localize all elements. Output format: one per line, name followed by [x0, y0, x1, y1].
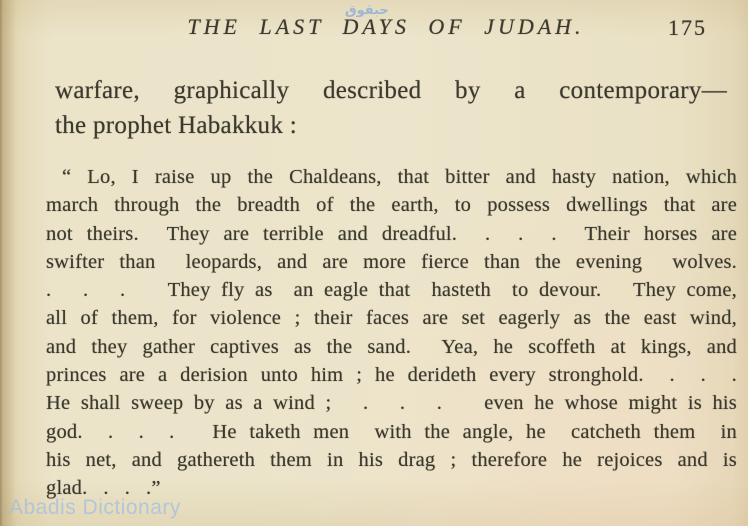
scripture-quote	[46, 163, 737, 503]
text-line: the prophet Habakkuk :	[55, 112, 297, 139]
text-line: not theirs. They are terrible and dreadful. . . . Their horses are	[46, 222, 737, 245]
text-line: “ Lo, I raise up the Chaldeans, that bitter and hasty nation, which	[62, 166, 737, 188]
watermark-top: حبقوق	[345, 3, 389, 18]
text-line: warfare, graphically described by a contemporary—	[55, 77, 727, 104]
text-line: glad. . . .”	[46, 477, 161, 500]
text-line: princes are a derision unto him ; he derideth every stronghold. . . .	[46, 364, 737, 387]
text-line: his net, and gathereth them in his drag ; therefore he rejoices and is	[46, 448, 737, 471]
page-header	[46, 14, 738, 44]
text-line: swifter than leopards, and are more fierce than the evening wolves.	[46, 250, 737, 273]
text-line: god. . . . He taketh men with the angle, he catcheth them in	[46, 420, 737, 443]
page-number: 175	[668, 15, 707, 40]
text-line: He shall sweep by as a wind ; . . . even he whose might is his	[46, 392, 737, 415]
intro-paragraph	[55, 73, 727, 143]
text-line: all of them, for violence ; their faces are set eagerly as the east wind,	[46, 307, 737, 330]
text-line: march through the breadth of the earth, to possess dwellings that are	[46, 194, 737, 217]
watermark-bottom: Abadis Dictionary	[9, 496, 181, 519]
text-line: and they gather captives as the sand. Yea, he scoffeth at kings, and	[46, 335, 737, 358]
running-head: THE LAST DAYS OF JUDAH.	[187, 14, 585, 39]
text-line: . . . They fly as an eagle that hasteth to devour. They come,	[46, 279, 737, 302]
